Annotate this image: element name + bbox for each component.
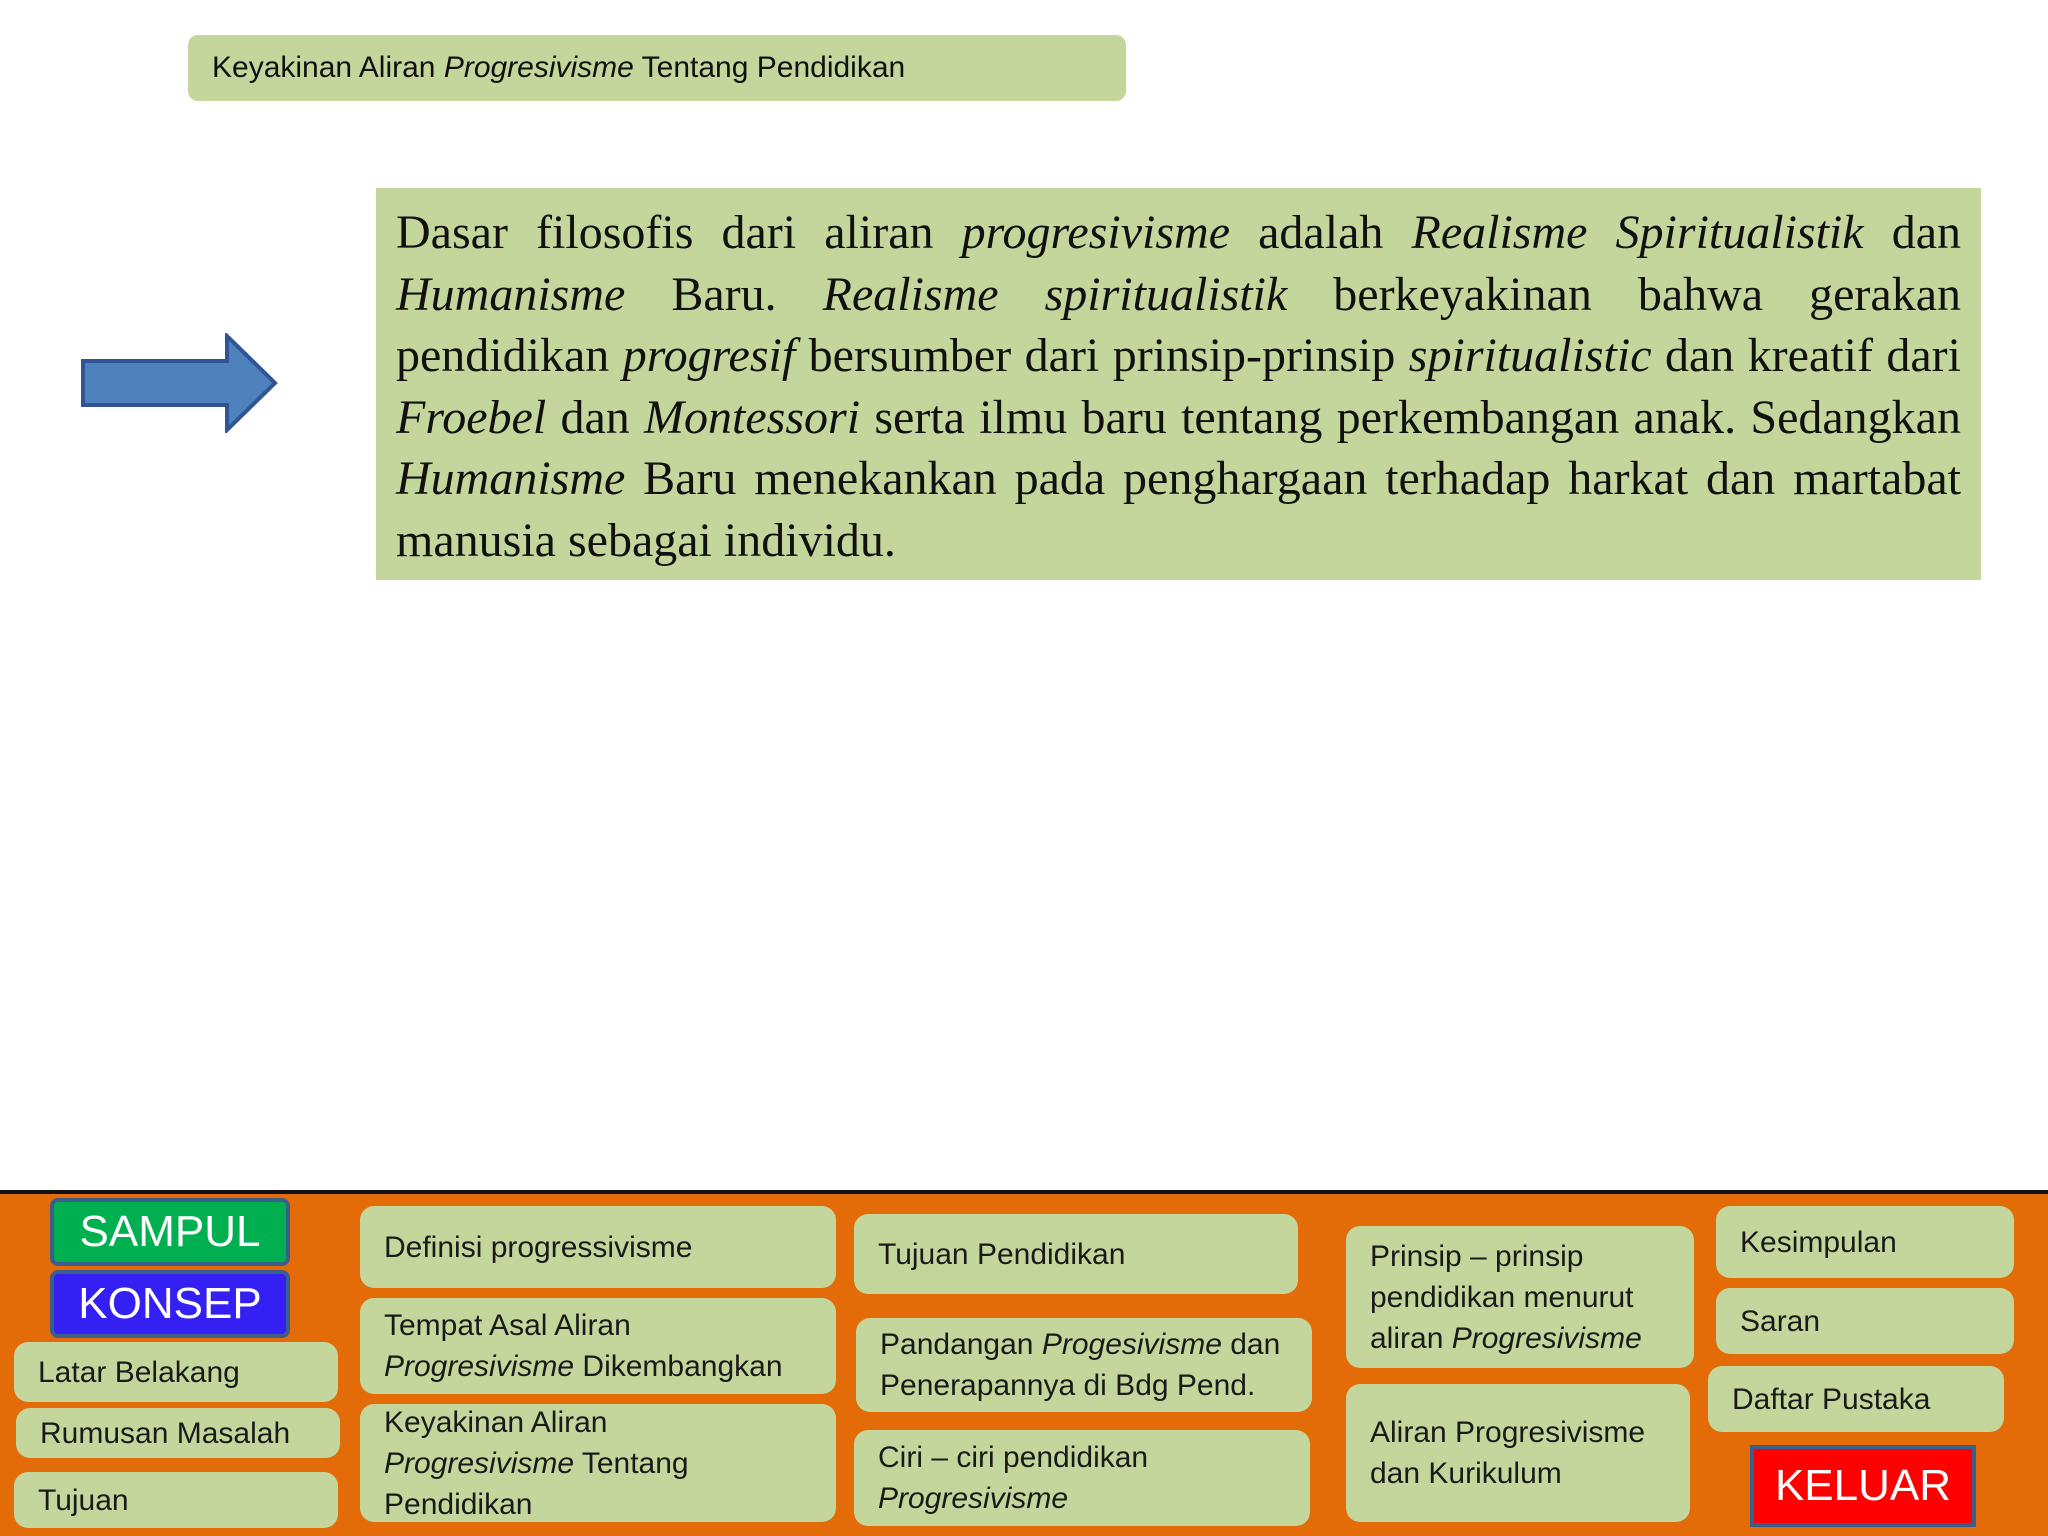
content-paragraph <box>396 206 1961 567</box>
content-segment: Dasar filosofis dari aliran <box>396 206 962 259</box>
content-segment: dan <box>546 390 645 444</box>
content-segment: progresivisme <box>961 206 1231 259</box>
keluar-button[interactable]: KELUAR <box>1750 1445 1976 1527</box>
pandangan-button[interactable]: Pandangan Progesivisme dan Penerapannya di Bdg Pend. <box>856 1318 1312 1412</box>
definisi-button[interactable]: Definisi progressivisme <box>360 1206 836 1288</box>
tujuan-pendidikan-button[interactable]: Tujuan Pendidikan <box>854 1214 1298 1294</box>
latar-belakang-button[interactable]: Latar Belakang <box>14 1342 338 1402</box>
tempat-asal-button[interactable]: Tempat Asal Aliran Progresivisme Dikembangkan <box>360 1298 836 1394</box>
right-arrow-icon <box>80 333 280 433</box>
content-segment: progresif <box>622 329 796 382</box>
aliran-kurikulum-button[interactable]: Aliran Progresivisme dan Kurikulum <box>1346 1384 1690 1522</box>
content-segment: Froebel <box>396 390 547 444</box>
content-segment: Baru. <box>625 267 823 321</box>
content-segment: bersumber dari prinsip-prinsip <box>795 329 1409 382</box>
daftar-pustaka-button[interactable]: Daftar Pustaka <box>1708 1366 2004 1432</box>
content-segment: adalah <box>1230 206 1412 259</box>
content-segment: serta ilmu baru tentang perkembangan anak. Sedangkan <box>860 390 1961 444</box>
content-segment: Baru menekankan pada penghargaan terhadap harkat dan martabat manusia sebagai individu. <box>396 452 1961 567</box>
content-segment: dan <box>1863 206 1961 259</box>
content-segment: Humanisme <box>396 452 626 505</box>
keyakinan-button[interactable]: Keyakinan Aliran Progresivisme Tentang Pendidikan <box>360 1404 836 1522</box>
ciri-ciri-button[interactable]: Ciri – ciri pendidikan Progresivisme <box>854 1430 1310 1526</box>
sampul-button[interactable]: SAMPUL <box>50 1198 290 1266</box>
content-segment: dan kreatif dari <box>1651 329 1961 382</box>
content-segment: Montessori <box>644 390 861 444</box>
content-segment: berkeyakinan bahwa gerakan pendidikan <box>396 267 1961 382</box>
content-segment: spiritualistic <box>1408 329 1652 382</box>
tujuan-button[interactable]: Tujuan <box>14 1472 338 1528</box>
content-segment: Humanisme <box>396 267 626 321</box>
prinsip-button[interactable]: Prinsip – prinsip pendidikan menurut aliran Progresivisme <box>1346 1226 1694 1368</box>
navigation-bar <box>0 1190 2048 1536</box>
content-segment: Realisme Spiritualistik <box>1411 206 1864 259</box>
saran-button[interactable]: Saran <box>1716 1288 2014 1354</box>
konsep-button[interactable]: KONSEP <box>50 1270 290 1338</box>
content-text-box <box>376 188 1981 580</box>
content-segment: Realisme spiritualistik <box>822 267 1288 321</box>
slide-title-box <box>188 35 1126 101</box>
rumusan-masalah-button[interactable]: Rumusan Masalah <box>16 1408 340 1458</box>
slide-title: Keyakinan Aliran Progresivisme Tentang Pendidikan <box>212 51 906 84</box>
kesimpulan-button[interactable]: Kesimpulan <box>1716 1206 2014 1278</box>
